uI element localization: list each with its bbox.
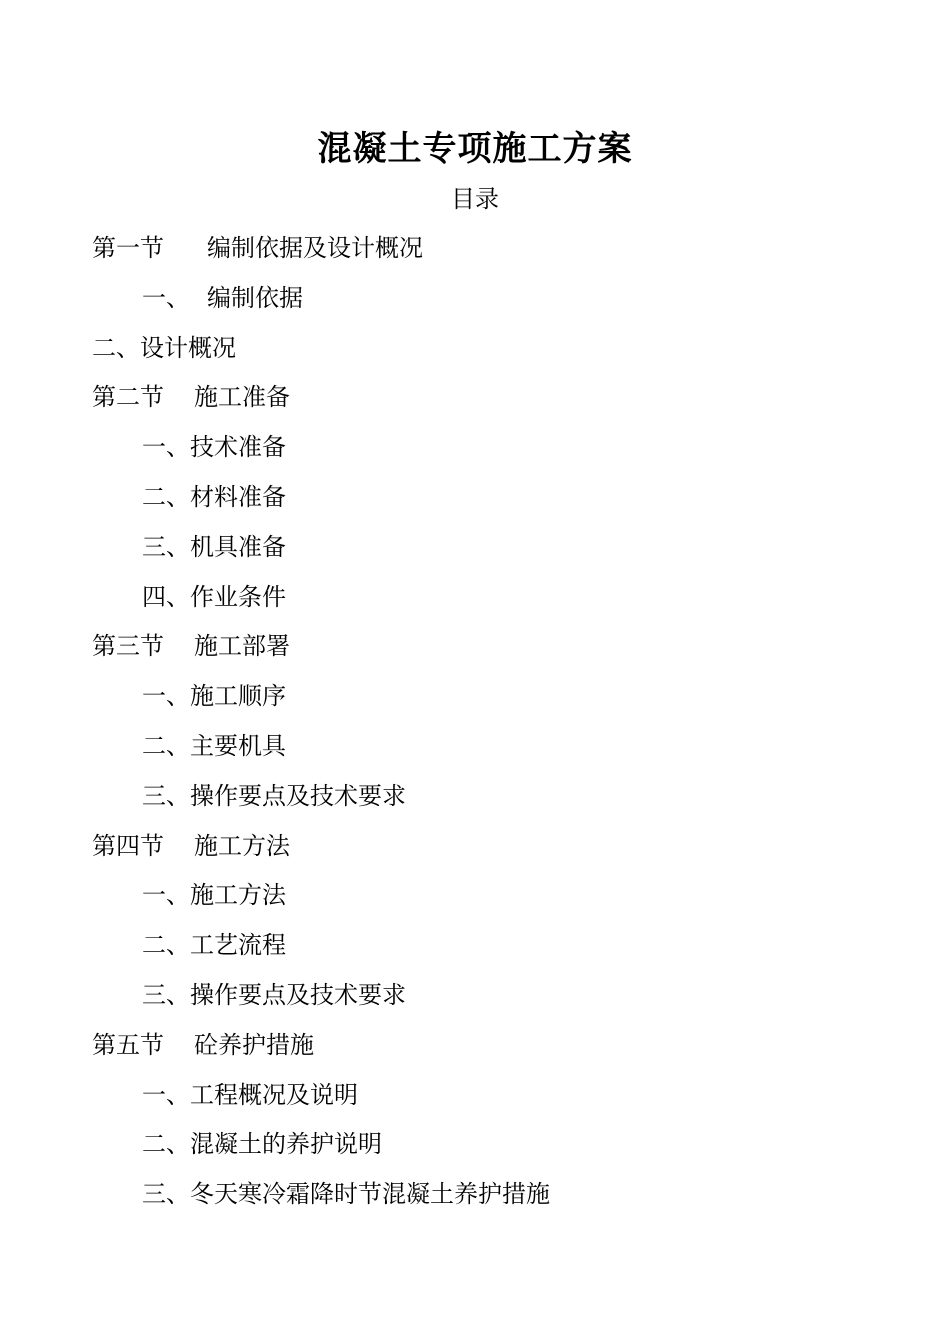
toc-section-1[interactable] xyxy=(0,230,950,280)
toc-number: 二、 xyxy=(142,482,190,511)
toc-text: 材料准备 xyxy=(190,482,286,511)
toc-text: 施工顺序 xyxy=(190,682,286,711)
toc-item[interactable] xyxy=(0,877,950,927)
toc-text: 工程概况及说明 xyxy=(190,1080,358,1109)
toc-text: 作业条件 xyxy=(190,582,286,611)
toc-number: 第一节 xyxy=(92,234,164,262)
toc-item[interactable] xyxy=(0,429,950,479)
toc-text: 机具准备 xyxy=(190,532,286,561)
toc-text: 操作要点及技术要求 xyxy=(190,980,406,1009)
document-title: 混凝土专项施工方案 xyxy=(317,129,633,169)
toc-text: 编制依据 xyxy=(207,283,303,312)
toc-number: 第三节 xyxy=(92,632,164,661)
toc-text: 施工部署 xyxy=(194,632,290,661)
toc-item[interactable] xyxy=(0,778,950,828)
toc-heading: 目录 xyxy=(451,185,499,213)
toc-text: 施工准备 xyxy=(194,383,290,412)
toc-item[interactable] xyxy=(0,927,950,977)
toc-number: 第二节 xyxy=(92,383,164,412)
toc-number: 一、 xyxy=(142,433,190,462)
toc-number: 三、 xyxy=(142,781,190,810)
toc-number: 三、 xyxy=(142,1180,190,1209)
toc-item[interactable] xyxy=(0,1126,950,1176)
toc-number: 三、 xyxy=(142,980,190,1009)
toc-section-4[interactable] xyxy=(0,828,950,878)
toc-number: 一、 xyxy=(142,881,190,910)
toc-number: 一、 xyxy=(142,283,190,312)
toc-text: 施工方法 xyxy=(190,881,286,910)
toc-text: 工艺流程 xyxy=(190,931,286,960)
toc-item[interactable] xyxy=(0,479,950,529)
toc-item[interactable] xyxy=(0,977,950,1027)
toc-item[interactable] xyxy=(0,1077,950,1127)
toc-text: 操作要点及技术要求 xyxy=(190,781,406,810)
toc-item[interactable] xyxy=(0,529,950,579)
toc-item[interactable] xyxy=(0,330,950,380)
toc-number: 四、 xyxy=(142,582,190,611)
toc-item[interactable] xyxy=(0,579,950,629)
toc-item[interactable] xyxy=(0,678,950,728)
toc-number: 二、 xyxy=(142,731,190,760)
toc-section-5[interactable] xyxy=(0,1027,950,1077)
toc-item[interactable] xyxy=(0,1176,950,1226)
toc-text: 编制依据及设计概况 xyxy=(207,234,423,262)
toc-number: 二、 xyxy=(142,931,190,960)
toc-number: 一、 xyxy=(142,1080,190,1109)
toc-item[interactable] xyxy=(0,728,950,778)
toc-text: 冬天寒冷霜降时节混凝土养护措施 xyxy=(190,1180,550,1209)
toc-text: 施工方法 xyxy=(194,831,290,860)
toc-section-3[interactable] xyxy=(0,628,950,678)
toc-section-2[interactable] xyxy=(0,379,950,429)
toc-text: 砼养护措施 xyxy=(194,1030,314,1059)
toc-number: 二、 xyxy=(92,333,140,362)
toc-number: 第五节 xyxy=(92,1030,164,1059)
toc-number: 二、 xyxy=(142,1130,190,1159)
toc-item[interactable] xyxy=(0,280,950,330)
toc-text: 主要机具 xyxy=(190,731,286,760)
toc-number: 三、 xyxy=(142,532,190,561)
toc-text: 设计概况 xyxy=(140,333,236,362)
toc-text: 混凝土的养护说明 xyxy=(190,1130,382,1159)
toc-number: 一、 xyxy=(142,682,190,711)
toc-number: 第四节 xyxy=(92,831,164,860)
table-of-contents xyxy=(0,230,950,1226)
toc-text: 技术准备 xyxy=(190,433,286,462)
